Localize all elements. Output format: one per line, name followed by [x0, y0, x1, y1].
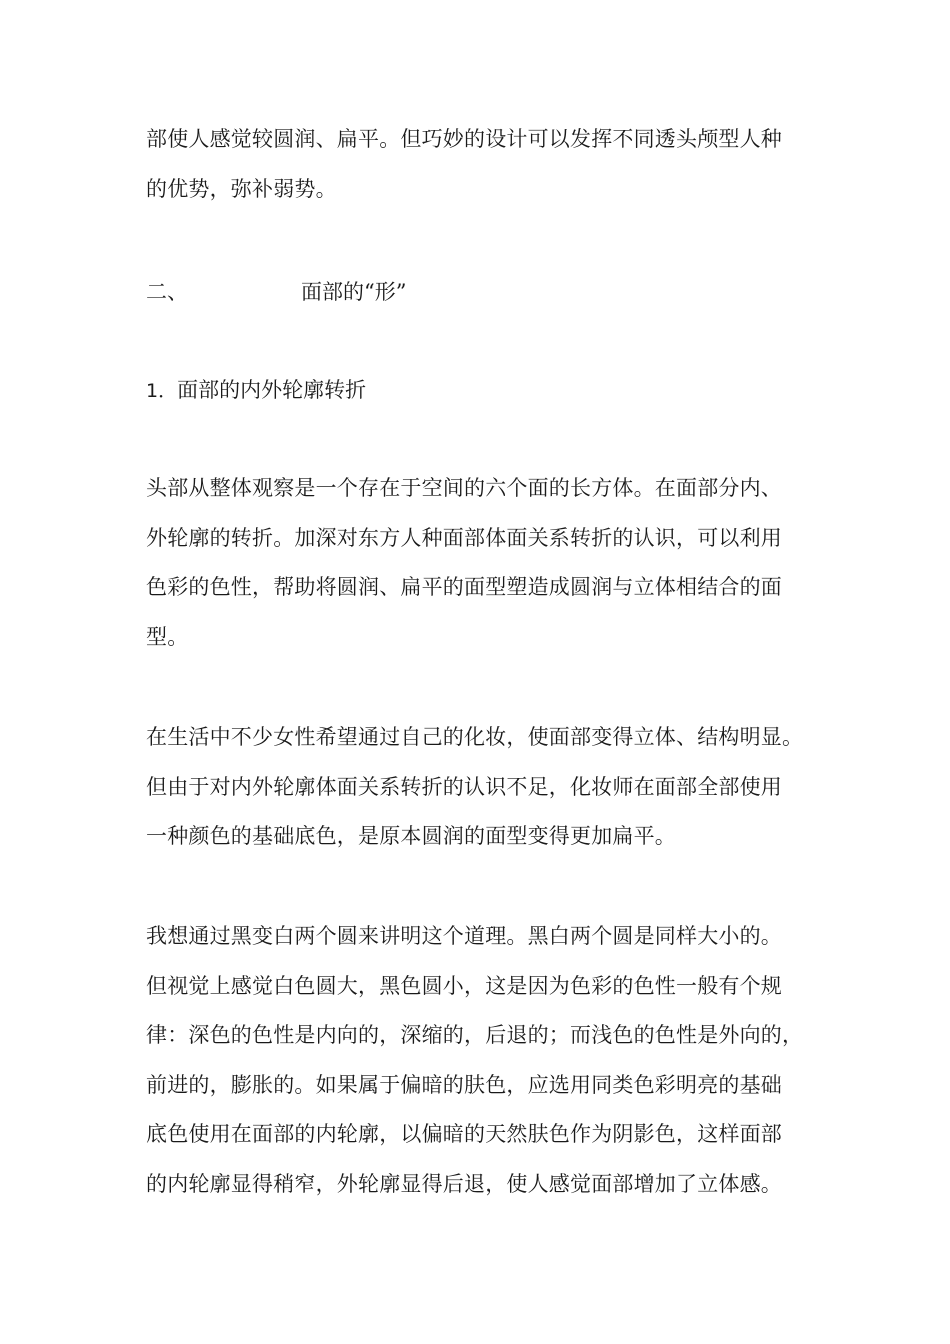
section-title: 面部的“形” — [301, 280, 407, 304]
sub-heading-number: 1． — [146, 380, 178, 402]
text-line: 的优势，弥补弱势。 — [146, 176, 337, 201]
text-line: 的内轮廓显得稍窄，外轮廓显得后退，使人感觉面部增加了立体感。 — [146, 1171, 782, 1196]
paragraph-circles — [146, 912, 816, 1209]
text-line: 但视觉上感觉白色圆大，黑色圆小，这是因为色彩的色性一般有个规 — [146, 973, 782, 998]
text-line: 外轮廓的转折。加深对东方人种面部体面关系转折的认识，可以利用 — [146, 525, 782, 550]
text-line: 色彩的色性，帮助将圆润、扁平的面型塑造成圆润与立体相结合的面 — [146, 575, 782, 599]
text-line: 律：深色的色性是内向的，深缩的，后退的；而浅色的色性是外向的， — [146, 1023, 804, 1047]
text-line: 部使人感觉较圆润、扁平。但巧妙的设计可以发挥不同透头颅型人种 — [146, 127, 782, 151]
text-line: 型。 — [146, 624, 189, 649]
sub-heading-title: 面部的内外轮廓转折 — [177, 378, 367, 402]
text-line: 底色使用在面部的内轮廓，以偏暗的天然肤色作为阴影色，这样面部 — [146, 1122, 782, 1146]
text-line: 在生活中不少女性希望通过自己的化妆，使面部变得立体、结构明显。 — [146, 725, 804, 749]
section-number: 二、 — [146, 280, 188, 304]
section-heading — [146, 277, 406, 307]
text-line: 前进的，膨胀的。如果属于偏暗的肤色，应选用同类色彩明亮的基础 — [146, 1072, 782, 1097]
paragraph-contour — [146, 464, 816, 662]
text-line: 头部从整体观察是一个存在于空间的六个面的长方体。在面部分内、 — [146, 476, 782, 500]
paragraph-intro — [146, 115, 816, 214]
paragraph-makeup — [146, 713, 816, 862]
text-line: 一种颜色的基础底色，是原本圆润的面型变得更加扁平。 — [146, 824, 676, 848]
text-line: 但由于对内外轮廓体面关系转折的认识不足，化妆师在面部全部使用 — [146, 774, 782, 799]
text-line: 我想通过黑变白两个圆来讲明这个道理。黑白两个圆是同样大小的。 — [146, 924, 782, 948]
sub-heading — [146, 375, 366, 406]
